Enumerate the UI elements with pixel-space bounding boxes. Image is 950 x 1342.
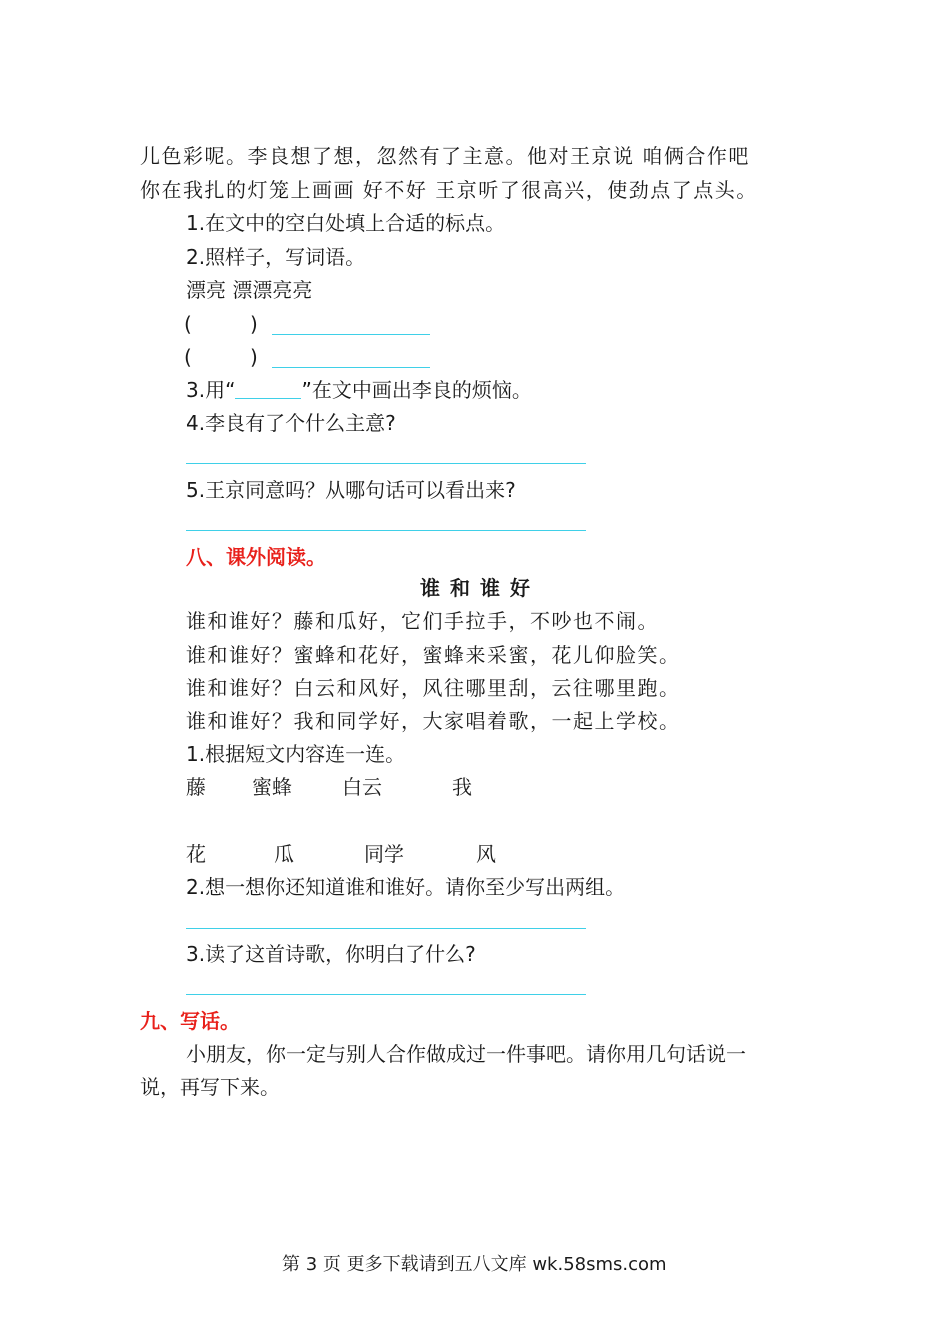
answer-paren-1: ( — [184, 312, 192, 336]
question-3 — [186, 376, 532, 404]
question-3-suffix: ”在文中画出李良的烦恼。 — [301, 378, 532, 402]
question-4: 4.李良有了个什么主意? — [186, 411, 396, 435]
answer-line-8-3[interactable] — [186, 994, 586, 995]
answer-paren-1-close: ) — [250, 312, 258, 336]
question-5: 5.王京同意吗？从哪句话可以看出来? — [186, 478, 516, 502]
section-9-heading: 九、写话。 — [140, 1009, 240, 1033]
match-word-bottom-2[interactable]: 瓜 — [274, 842, 294, 866]
match-word-bottom-1[interactable]: 花 — [186, 842, 206, 866]
match-word-top-3[interactable]: 白云 — [342, 775, 382, 799]
answer-paren-2-close: ) — [250, 345, 258, 369]
writing-prompt-line-1: 小朋友，你一定与别人合作做成过一件事吧。请你用几句话说一 — [186, 1042, 746, 1066]
question-1: 1.在文中的空白处填上合适的标点。 — [186, 211, 506, 235]
answer-line-q4[interactable] — [186, 463, 586, 464]
answer-line-8-2[interactable] — [186, 928, 586, 929]
answer-line-word-1[interactable] — [272, 334, 430, 335]
poem-line-1: 谁和谁好？藤和瓜好，它们手拉手，不吵也不闹。 — [186, 609, 659, 633]
match-word-bottom-4[interactable]: 风 — [476, 842, 496, 866]
page-footer: 第 3 页 更多下载请到五八文库 wk.58sms.com — [282, 1254, 667, 1275]
answer-paren-2: ( — [184, 345, 192, 369]
writing-prompt-line-2: 说，再写下来。 — [140, 1075, 280, 1099]
question-2: 2.照样子，写词语。 — [186, 245, 366, 269]
answer-line-word-2[interactable] — [272, 367, 430, 368]
question-8-2: 2.想一想你还知道谁和谁好。请你至少写出两组。 — [186, 875, 626, 899]
poem-line-2: 谁和谁好？蜜蜂和花好，蜜蜂来采蜜，花儿仰脸笑。 — [186, 643, 681, 667]
question-8-3: 3.读了这首诗歌，你明白了什么? — [186, 942, 476, 966]
underline-sample — [235, 378, 301, 399]
match-word-bottom-3[interactable]: 同学 — [364, 842, 404, 866]
match-word-top-1[interactable]: 藤 — [186, 775, 206, 799]
example-words: 漂亮 漂漂亮亮 — [186, 278, 313, 302]
poem-line-3: 谁和谁好？白云和风好，风往哪里刮，云往哪里跑。 — [186, 676, 681, 700]
poem-title: 谁和谁好 — [420, 576, 540, 600]
match-word-top-2[interactable]: 蜜蜂 — [252, 775, 292, 799]
poem-line-4: 谁和谁好？我和同学好，大家唱着歌，一起上学校。 — [186, 709, 681, 733]
match-word-top-4[interactable]: 我 — [452, 775, 472, 799]
passage-line-2: 你在我扎的灯笼上画画 好不好 王京听了很高兴，使劲点了点头。 — [140, 178, 758, 202]
passage-line-1: 儿色彩呢。李良想了想，忽然有了主意。他对王京说 咱俩合作吧 — [140, 144, 750, 168]
answer-line-q5[interactable] — [186, 530, 586, 531]
question-8-1: 1.根据短文内容连一连。 — [186, 742, 406, 766]
section-8-heading: 八、课外阅读。 — [186, 545, 326, 569]
question-3-prefix: 3.用“ — [186, 378, 236, 402]
